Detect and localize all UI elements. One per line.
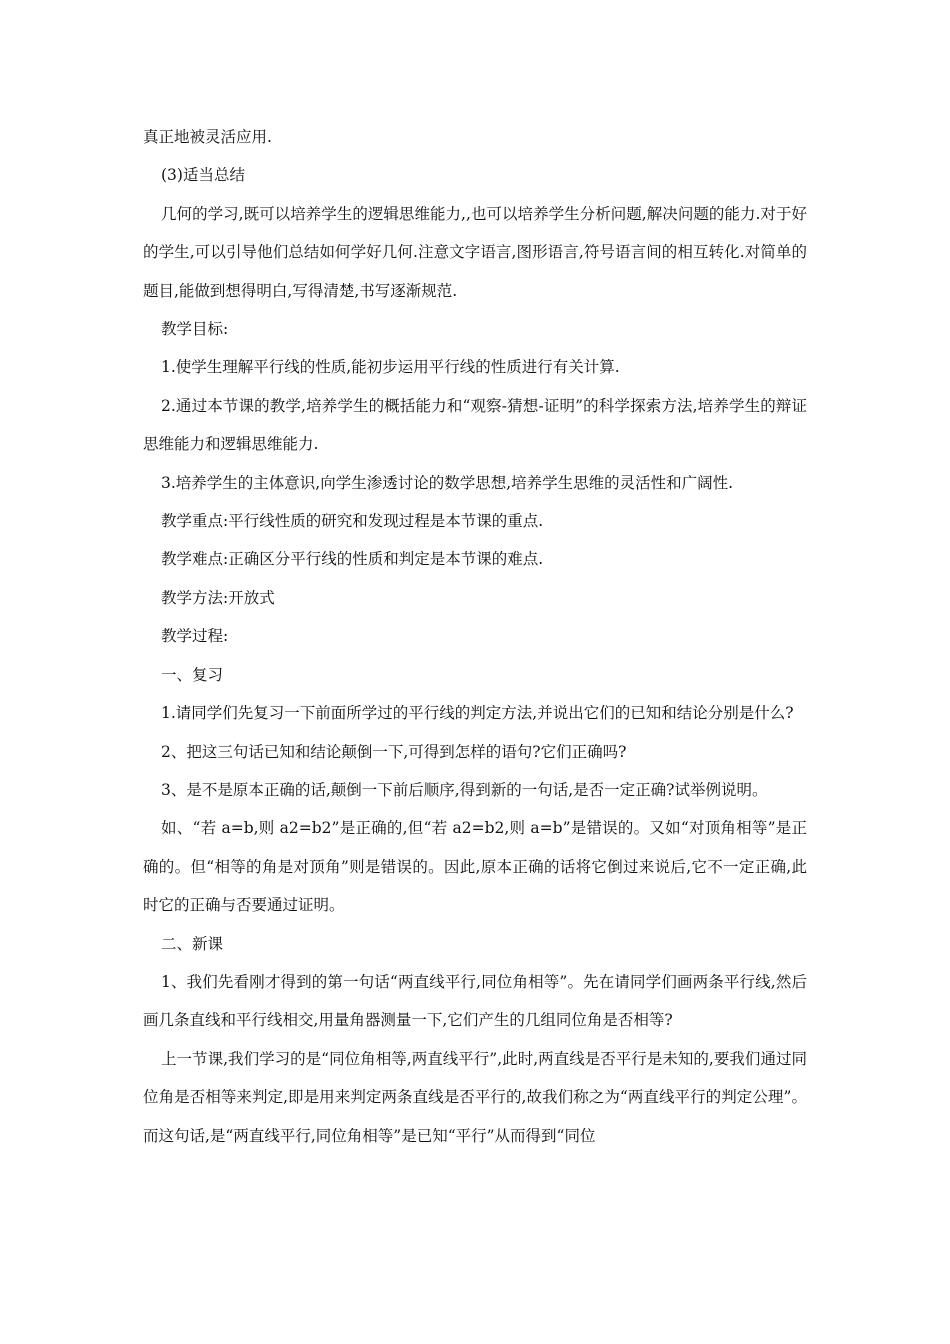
paragraph-2: (3)适当总结 xyxy=(161,166,245,185)
paragraph-5: 1.使学生理解平行线的性质,能初步运用平行线的性质进行有关计算. xyxy=(161,358,620,377)
paragraph-15: 3、是不是原本正确的话,颠倒一下前后顺序,得到新的一句话,是否一定正确?试举例说明。 xyxy=(161,780,768,799)
paragraph-4: 教学目标: xyxy=(161,320,229,339)
paragraph-19: 上一节课,我们学习的是“同位角相等,两直线平行”,此时,两直线是否平行是未知的,要我们通过同位角是否相等来判定,即是用来判定两条直线是否平行的,故我们称之为“两直线平行的判定公理”。而这句话,是“两直线平行,同位角相等”是已知“平行”从而得到“同位 xyxy=(143,1049,807,1145)
paragraph-10: 教学方法:开放式 xyxy=(161,588,275,607)
paragraph-8: 教学重点:平行线性质的研究和发现过程是本节课的重点. xyxy=(161,512,544,531)
document-body xyxy=(143,118,807,1155)
paragraph-6: 2.通过本节课的教学,培养学生的概括能力和“观察-猜想-证明”的科学探索方法,培养学生的辩证思维能力和逻辑思维能力. xyxy=(143,396,807,454)
paragraph-12: 一、复习 xyxy=(161,665,224,684)
paragraph-7: 3.培养学生的主体意识,向学生渗透讨论的数学思想,培养学生思维的灵活性和广阔性. xyxy=(161,473,734,492)
paragraph-14: 2、把这三句话已知和结论颠倒一下,可得到怎样的语句?它们正确吗? xyxy=(161,742,627,761)
paragraph-3: 几何的学习,既可以培养学生的逻辑思维能力,,也可以培养学生分析问题,解决问题的能力.对于好的学生,可以引导他们总结如何学好几何.注意文字语言,图形语言,符号语言间的相互转化.对简单的题目,能做到想得明白,写得清楚,书写逐渐规范. xyxy=(143,204,807,300)
paragraph-11: 教学过程: xyxy=(161,627,229,646)
paragraph-1: 真正地被灵活应用. xyxy=(143,128,272,146)
paragraph-13: 1.请同学们先复习一下前面所学过的平行线的判定方法,并说出它们的已知和结论分别是什么? xyxy=(161,704,794,723)
paragraph-17: 二、新课 xyxy=(161,934,224,953)
paragraph-18: 1、我们先看刚才得到的第一句话“两直线平行,同位角相等”。先在请同学们画两条平行线,然后画几条直线和平行线相交,用量角器测量一下,它们产生的几组同位角是否相等? xyxy=(143,972,807,1030)
paragraph-16: 如、“若 a=b,则 a2=b2”是正确的,但“若 a2=b2,则 a=b”是错误的。又如“对顶角相等”是正确的。但“相等的角是对顶角”则是错误的。因此,原本正确的话将它倒过来说后,它不一定正确,此时它的正确与否要通过证明。 xyxy=(143,819,807,915)
paragraph-9: 教学难点:正确区分平行线的性质和判定是本节课的难点. xyxy=(161,550,544,569)
